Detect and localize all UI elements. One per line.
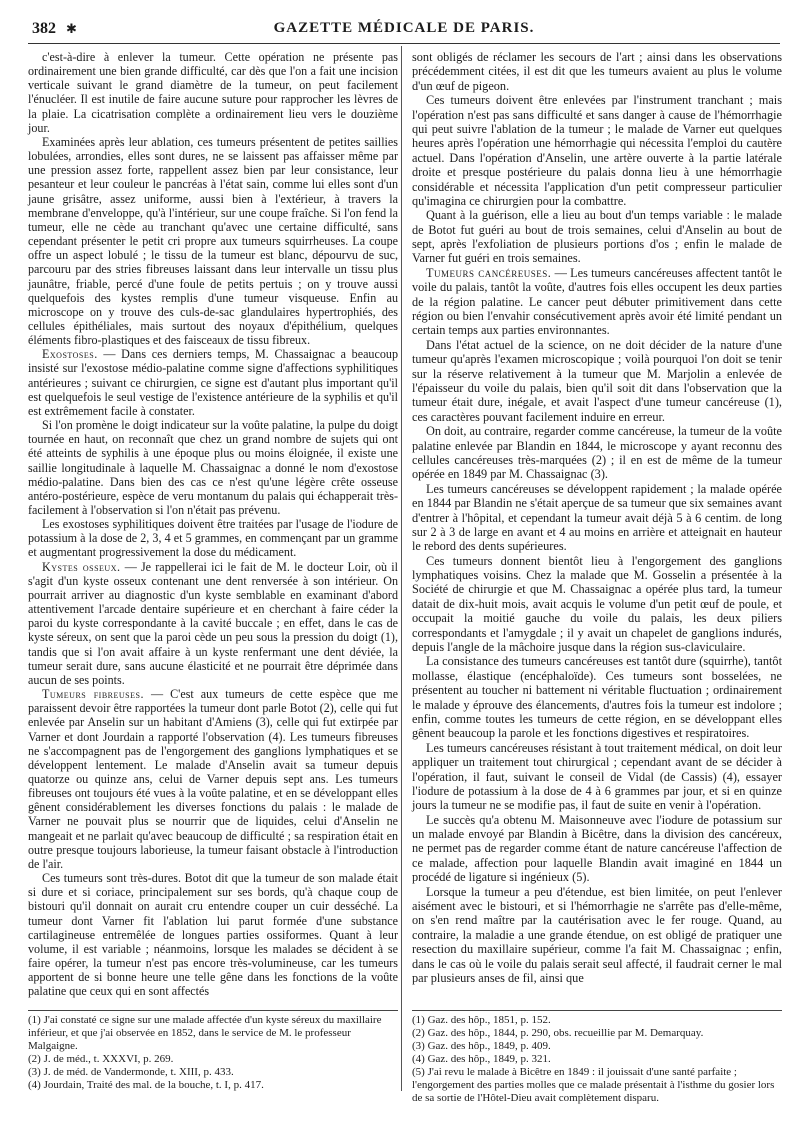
- footnote: (5) J'ai revu le malade à Bicêtre en 1849 : il jouissait d'une santé parfaite ; l'engorgement des parties molles que ce malade présentait à l'isthme du gosier lors de sa sortie de l'Hôtel-Dieu avait complètement disparu.: [412, 1066, 775, 1104]
- paragraph-text: Quant à la guérison, elle a lieu au bout d'un temps variable : le malade de Botot fut guéri au bout de trois semaines, celui d'Anselin au bout de sept, après l'exfoliation de plusieurs portions d'os ; enfin le malade de Varner fut guéri en trois semaines.: [412, 208, 782, 266]
- paragraph-text: — C'est aux tumeurs de cette espèce que me paraissent devoir être rapportées la tumeur dont parle Botot (2), celle qui fut enlevée par Anselin sur un habitant d'Amiens (3), celle qui fut extirpée par Varner et dont Jourdain a rapporté l'observation (4). Les tumeurs fibreuses ne s'accompagnent pas de l'engorgement des ganglions lymphatiques et se développent lentement. Le malade d'Anselin avait sa tumeur depuis quatorze ou quinze ans, celui de Varner depuis sept ans. Les tumeurs fibreuses ont toujours été vues à la voûte palatine, et en se développant elles gênent considérablement les diverses fonctions du palais : le malade de Varner ne pouvait plus se nourrir que de liquides, celui d'Anselin ne mangeait et ne parlait qu'avec beaucoup de difficulté ; sa respiration était en outre presque toujours laborieuse, la tumeur faisant obstacle à l'introduction de l'air.: [28, 687, 398, 871]
- paragraph: [28, 560, 398, 687]
- page-number: 382: [32, 20, 56, 37]
- paragraph-text: Si l'on promène le doigt indicateur sur la voûte palatine, la pulpe du doigt tournée en haut, on reconnaît que chez un grand nombre de sujets qui ont été atteints de syphilis à une époque plus ou moins éloignée, il existe une saillie longitudinale à laquelle M. Chassaignac a donné le nom d'exostose médio-palatine. Dans bien des cas ce n'est qu'une légère crête osseuse antéro-postérieure, espèce de veru montanum du palais qui échapperait très-facilement à l'observation si l'on n'était pas prévenu.: [28, 418, 398, 517]
- section-heading: Exostoses.: [42, 347, 98, 362]
- paragraph: [28, 347, 398, 418]
- footnote: (4) Gaz. des hôp., 1849, p. 321.: [412, 1053, 551, 1065]
- paragraph: [412, 208, 782, 266]
- paragraph-text: sont obligés de réclamer les secours de l'art ; ainsi dans les observations précédemment citées, il est dit que les tumeurs avaient au plus le volume d'un œuf de pigeon.: [412, 50, 782, 93]
- paragraph: [412, 424, 782, 482]
- section-heading: Tumeurs fibreuses.: [42, 687, 144, 702]
- section-heading: Kystes osseux.: [42, 559, 121, 574]
- header-rule: [28, 43, 780, 44]
- column-divider: [401, 46, 402, 1091]
- paragraph: [412, 93, 782, 208]
- paragraph: [412, 654, 782, 740]
- paragraph-text: Ces tumeurs donnent bientôt lieu à l'engorgement des ganglions lymphatiques voisins. Chez la malade que M. Gosselin a présentée à la Société de chirurgie et que M. Chassaignac a opérée plus tard, la tumeur datait de dix-huit mois, avait acquis le volume d'un petit œuf de poule, et occupait la moitié gauche du voile du palais, les deux piliers correspondants et l'amygdale ; il y avait un chapelet de ganglions indurés, depuis l'angle de la mâchoire jusque dans la région sus-claviculaire.: [412, 553, 782, 655]
- paragraph: [28, 517, 398, 559]
- footnote: (2) Gaz. des hôp., 1844, p. 290, obs. recueillie par M. Demarquay.: [412, 1027, 704, 1039]
- paragraph-text: Dans l'état actuel de la science, on ne doit décider de la nature d'une tumeur qu'après l'examen microscopique ; voilà pourquoi l'on doit se tenir sur la réserve relativement à la tumeur que M. Marjolin a enlevée de l'épaisseur du voile du palais, bien qu'il soit dit dans l'observation que la tumeur était dure, inégale, et avait l'aspect d'une tumeur cancéreuse (1), ces caractères pouvant facilement induire en erreur.: [412, 337, 782, 424]
- paragraph: [28, 687, 398, 871]
- paragraph-text: Les tumeurs cancéreuses se développent rapidement ; la malade opérée en 1844 par Blandin ne s'était aperçue de sa tumeur que six semaines avant d'entrer à l'hôpital, et cependant la tumeur avait déjà 5 à 6 centim. de long sur 2 à 3 de large en avant et 4 au moins en arrière et atteignait en hauteur le rebord des dents supérieures.: [412, 481, 782, 554]
- paragraph-text: Lorsque la tumeur a peu d'étendue, est bien limitée, on peut l'enlever aisément avec le bistouri, et si l'hémorrhagie ne s'arrête pas d'elle-même, on s'en rend maître par la cautérisation avec le fer rouge. Quand, au contraire, la maladie a une grande étendue, on est obligé de pratiquer une resection du maxillaire supérieur, comme l'a fait M. Chassaignac ; enfin, dans le cas où le voile du palais serait seul affecté, il faudrait cerner le mal par plusieurs anses de fil, ainsi que: [412, 884, 782, 985]
- paragraph-text: Les tumeurs cancéreuses résistant à tout traitement médical, on doit leur appliquer un traitement tout chirurgical ; cependant avant de se décider à l'opération, il faut, suivant le conseil de Vidal (de Cassis) (4), essayer l'iodure de potassium à la dose de 4 à 6 grammes par jour, et si en quinze jours la tumeur ne se modifie pas, il faut de suite en venir à l'opération.: [412, 740, 782, 813]
- paragraph: [28, 418, 398, 517]
- footnote: (1) J'ai constaté ce signe sur une malade affectée d'un kyste séreux du maxillaire inférieur, et que j'ai observée en 1852, dans le service de M. le professeur Malgaigne.: [28, 1014, 382, 1052]
- footnote-rule: [412, 1010, 782, 1011]
- footnote: (3) J. de méd. de Vandermonde, t. XIII, p. 433.: [28, 1066, 234, 1078]
- paragraph-text: Les exostoses syphilitiques doivent être traitées par l'usage de l'iodure de potassium à la dose de 2, 3, 4 et 5 grammes, en commençant par un gramme et augmentant progressivement la dose du médicament.: [28, 517, 398, 560]
- footnote: (4) Jourdain, Traité des mal. de la bouche, t. I, p. 417.: [28, 1079, 264, 1091]
- footnote-rule: [28, 1010, 398, 1011]
- paragraph-text: Le succès qu'a obtenu M. Maisonneuve avec l'iodure de potassium sur un malade envoyé par Blandin à Bicêtre, dans la division des cancéreux, ne permet pas de regarder comme étant de nature cancéreuse l'affection de ce malade, affection pour laquelle Blandin avait imaginé en 1844 un procédé de ligature si ingénieux (5).: [412, 812, 782, 885]
- paragraph: [28, 50, 398, 135]
- paragraph: [412, 885, 782, 986]
- paragraph-text: — Les tumeurs cancéreuses affectent tantôt le voile du palais, tantôt la voûte, d'autres fois elles occupent les deux parties de la région palatine. Le cancer peut débuter primitivement dans cette région ou bien l'envahir consécutivement après avoir été limité pendant un certain temps aux parties environnantes.: [412, 265, 782, 338]
- paragraph-text: La consistance des tumeurs cancéreuses est tantôt dure (squirrhe), tantôt mollasse, élastique (encéphaloïde). Ces tumeurs sont bosselées, ne présentent au toucher ni battement ni véritable fluctuation ; ordinairement le malade y éprouve des élancements, d'autres fois la tumeur est indolore ; enfin, comme toutes les tumeurs de cette région, en se développant elles gênent beaucoup la parole et les fonctions digestives et respiratoires.: [412, 654, 782, 741]
- left-column: [28, 50, 398, 998]
- paragraph: [412, 482, 782, 554]
- footnote: (1) Gaz. des hôp., 1851, p. 152.: [412, 1014, 551, 1026]
- paragraph: [412, 813, 782, 885]
- paragraph-text: On doit, au contraire, regarder comme cancéreuse, la tumeur de la voûte palatine enlevée par Blandin en 1844, le microscope y ayant reconnu des cellules cancéreuses très-marquées (2) ; il en est de même de la tumeur opérée en 1849 par M. Chassaignac (3).: [412, 424, 782, 482]
- footnote: (3) Gaz. des hôp., 1849, p. 409.: [412, 1040, 551, 1052]
- paragraph-text: Examinées après leur ablation, ces tumeurs présentent de petites saillies lobulées, arrondies, elles sont dures, ne se laissent pas affaisser même par une pression assez forte, rappellent assez bien par leur consistance, leur pesanteur et leur couleur le pancréas à l'état sain, comme lui elles sont d'un jaune grisâtre, assez uniforme, aussi bien à l'extérieur, à travers la membrane d'enveloppe, qu'à l'intérieur, sur une coupe fraîche. Si l'on fend la tumeur, elle ne cède au tranchant qu'avec une certaine difficulté, sans cependant présenter le petit cri propre aux tumeurs squirrheuses. La coupe offre un aspect lobulé ; le tissu de la tumeur est blanc, dépourvu de suc, parcouru par des stries fibreuses laissant dans leur intervalle un tissu plus jaunâtre, friable, percé d'une foule de petits pertuis ; on y trouve aussi quelquefois des kystes remplis d'une tumeur visqueuse. Enfin au microscope on y trouve des culs-de-sac glandulaires hypertrophiés, des cellules épithéliales, mais surtout des noyaux d'épithélium, quelques éléments fibro-plastiques et des faisceaux de tissu fibreux.: [28, 134, 398, 348]
- paragraph-text: c'est-à-dire à enlever la tumeur. Cette opération ne présente pas ordinairement une bien grande difficulté, car dès que l'on a fait une incision verticale suivant le grand diamètre de la tumeur, on peut facilement l'énucléer. Il est inutile de faire aucune suture pour rapprocher les lèvres de la plaie. La cicatrisation complète a ordinairement lieu vers le douzième jour.: [28, 50, 398, 135]
- ornament-icon: ✱: [66, 21, 77, 36]
- journal-title: GAZETTE MÉDICALE DE PARIS.: [273, 20, 535, 36]
- paragraph: [412, 741, 782, 813]
- section-heading: Tumeurs cancéreuses.: [426, 265, 552, 280]
- paragraph-text: Ces tumeurs doivent être enlevées par l'instrument tranchant ; mais l'opération n'est pas sans difficulté et sans danger à cause de l'hémorrhagie qui peut suivre l'ablation de la tumeur ; le malade de Varner eut quelques heures après l'opération une hémorrhagie qui nécessita l'emploi du cautère actuel. Dans l'opération d'Anselin, une artère ouverte à la partie latérale droite et presque postérieure du palais donna lieu à une hémorrhagie considérable et nécessita l'application d'un petit compresseur particulier qu'imagina ce chirurgien pour la combattre.: [412, 93, 782, 208]
- paragraph: [412, 266, 782, 338]
- paragraph: [28, 871, 398, 998]
- paragraph-text: Ces tumeurs sont très-dures. Botot dit que la tumeur de son malade était si dure et si coriace, principalement sur ses bords, qu'à chaque coup de bistouri qu'il donnait on aurait cru entendre couper un cuir desséché. La tumeur dont Varner fit l'ablation lui parut formée d'une substance cartilagineuse entremêlée de longues parties ossiformes. Quant à leur volume, il est variable ; néanmoins, lorsque les malades se décident à se faire opérer, la tumeur n'est pas encore très-volumineuse, car les tumeurs apportent de si bonne heure une telle gêne dans les fonctions de la voûte palatine que ceux qui en sont affectés: [28, 871, 398, 999]
- paragraph: [28, 135, 398, 347]
- footnote: (2) J. de méd., t. XXXVI, p. 269.: [28, 1053, 174, 1065]
- page-header: [28, 20, 780, 40]
- left-footnotes: [28, 1010, 398, 1092]
- right-footnotes: [412, 1010, 782, 1105]
- paragraph: [412, 554, 782, 655]
- paragraph-text: — Dans ces derniers temps, M. Chassaignac a beaucoup insisté sur l'exostose médio-palatine comme signe d'affections syphilitiques antérieures ; suivant ce chirurgien, ce signe est d'autant plus important qu'il est quelquefois le seul vestige de l'existence antérieure de la syphilis et qu'il est extrêmement facile à constater.: [28, 347, 398, 418]
- paragraph: [412, 50, 782, 93]
- paragraph-text: — Je rappellerai ici le fait de M. le docteur Loir, où il s'agit d'un kyste osseux contenant une dent renversée à son intérieur. On pourrait arriver au diagnostic d'un kyste semblable en examinant d'abord attentivement l'arcade dentaire supérieure et en cherchant à faire céder la paroi du kyste correspondante à la cavité buccale ; en effet, dans le cas de kyste séreux, on sent que la paroi cède un peu sous la pression du doigt (1), tandis que si l'on avait affaire à un kyste renfermant une dent déviée, la tumeur serait dure, sans aucune élasticité et ne pourrait être déprimée dans aucun de ses points.: [28, 559, 398, 687]
- right-column: [412, 50, 782, 985]
- paragraph: [412, 338, 782, 424]
